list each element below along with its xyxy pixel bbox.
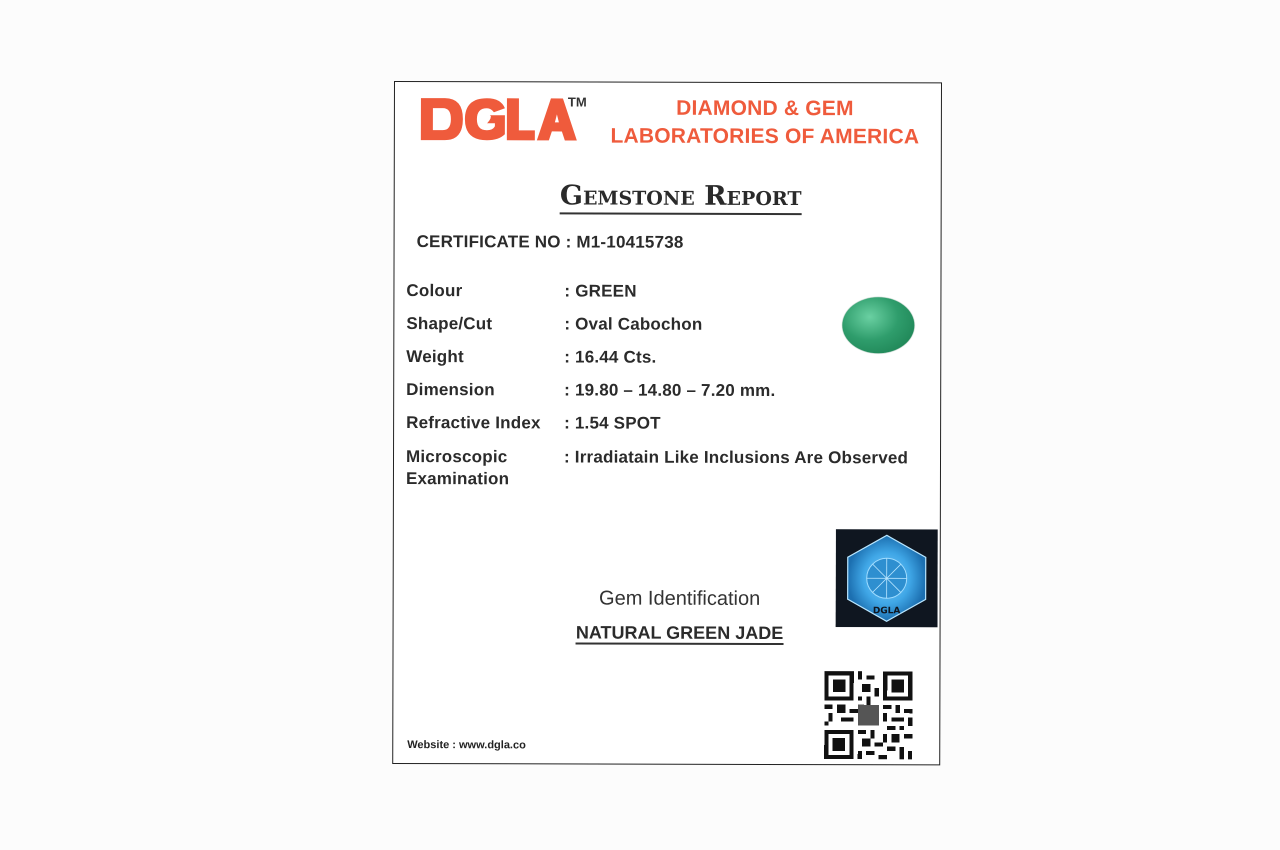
- gem-identification-label: Gem Identification: [599, 587, 761, 610]
- detail-label-line2: Examination: [405, 469, 510, 489]
- detail-value: : GREEN: [564, 281, 637, 301]
- lab-name-line1: DIAMOND & GEM: [676, 96, 854, 121]
- detail-value: : Irradiatain Like Inclusions Are Observed: [563, 447, 909, 468]
- report-title: [395, 180, 967, 212]
- detail-label: [406, 446, 566, 490]
- lab-name-line2: LABORATORIES OF AMERICA: [610, 124, 920, 149]
- lab-name: [605, 95, 925, 152]
- detail-label: Shape/Cut: [406, 314, 493, 334]
- detail-label: Dimension: [406, 380, 495, 400]
- detail-value: : 1.54 SPOT: [564, 413, 661, 433]
- gem-identification-value: [394, 622, 966, 644]
- security-hologram: [836, 529, 938, 627]
- gemstone-report-card: [392, 81, 942, 765]
- detail-label: Refractive Index: [406, 413, 541, 433]
- report-title-text: Gemstone Report: [560, 180, 802, 215]
- detail-label: Colour: [406, 281, 463, 301]
- detail-value: : Oval Cabochon: [564, 314, 703, 334]
- website-text: Website : www.dgla.co: [407, 739, 526, 752]
- detail-value: : 19.80 – 14.80 – 7.20 mm.: [564, 380, 776, 400]
- detail-label-line1: Microscopic: [405, 447, 508, 467]
- certificate-number: CERTIFICATE NO : M1-10415738: [416, 232, 684, 252]
- gem-identification-text: NATURAL GREEN JADE: [575, 622, 784, 644]
- detail-value: : 16.44 Cts.: [564, 347, 657, 367]
- hologram-text: DGLA: [872, 606, 901, 617]
- trademark-mark: TM: [567, 94, 587, 110]
- dgla-logo: [419, 94, 579, 144]
- detail-label: Weight: [406, 347, 464, 367]
- qr-code-icon: [823, 671, 913, 759]
- gemstone-photo: [842, 297, 914, 353]
